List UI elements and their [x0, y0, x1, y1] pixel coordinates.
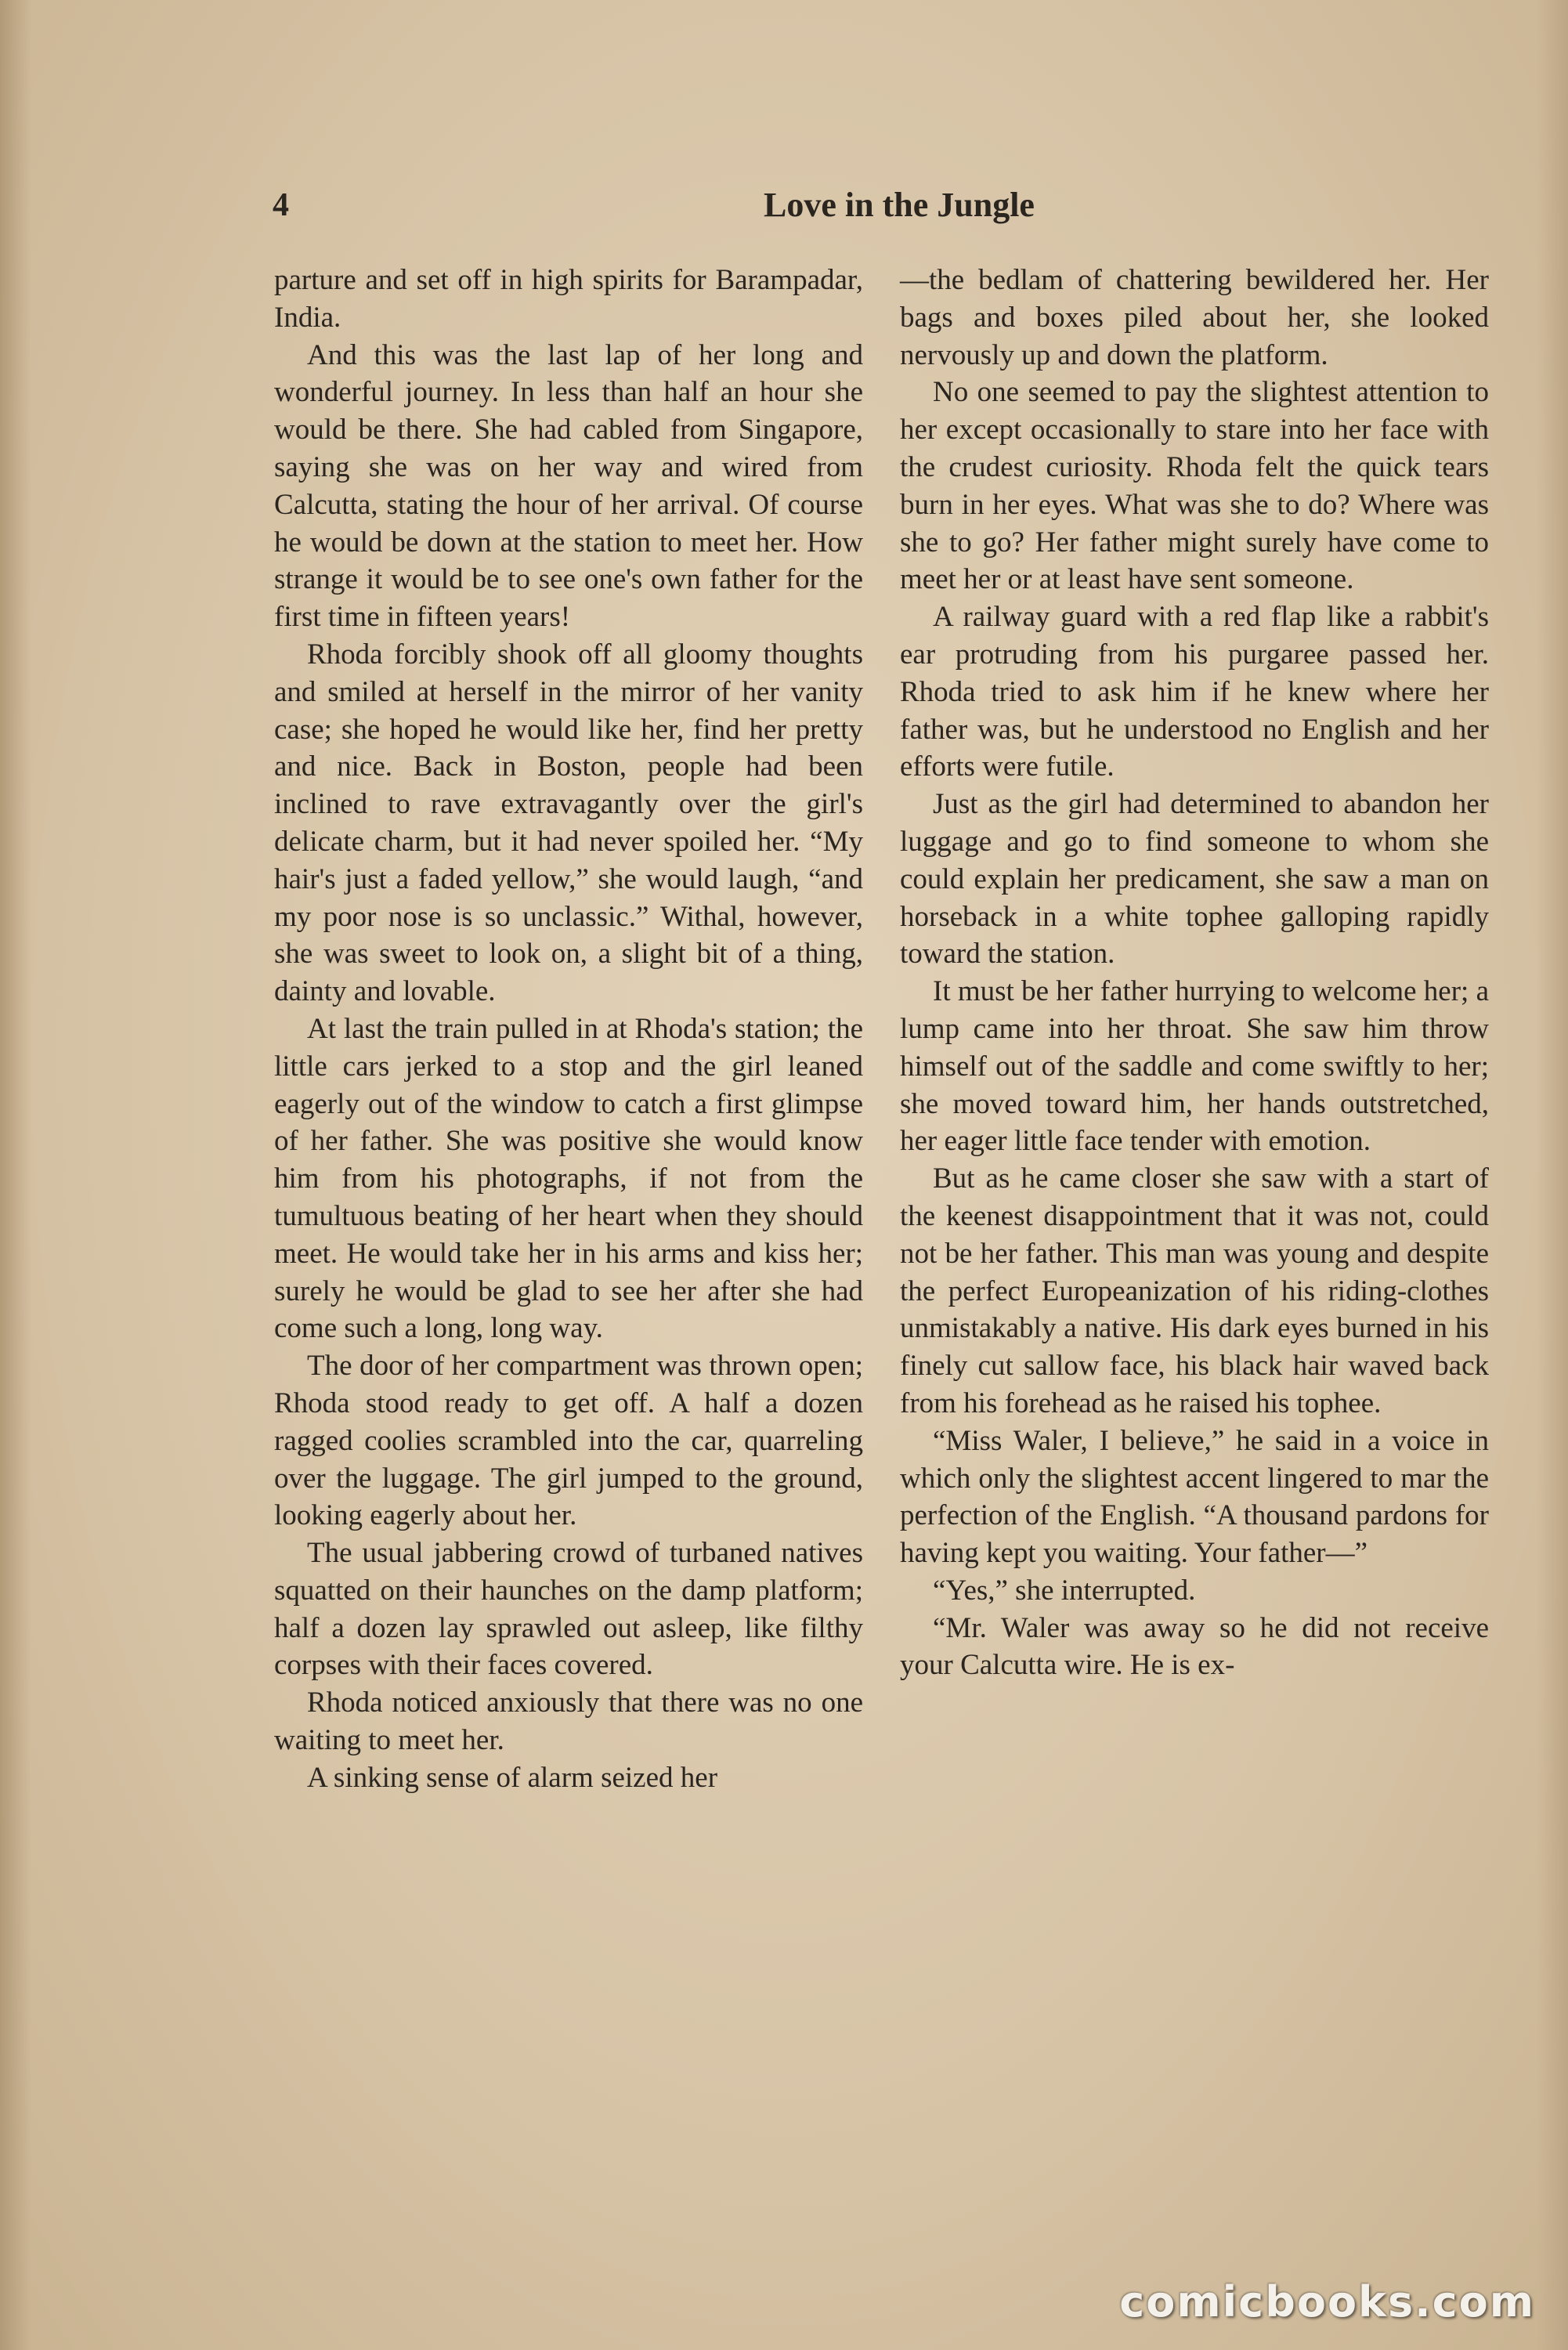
- running-header: [273, 182, 1494, 229]
- paragraph: “Mr. Waler was away so he did not receive your Calcutta wire. He is ex-: [900, 1611, 1489, 1682]
- paragraph: “Miss Waler, I believe,” he said in a voice in which only the slightest accent lingered to mar the perfection of the English. “A thousand pardons for having kept you waiting. Your father—”: [900, 1424, 1489, 1570]
- page-edge-shadow-right: [1537, 0, 1568, 2350]
- paragraph: Just as the girl had determined to abandon her luggage and go to find someone to whom she could explain her predicament, she saw a man on horseback in a white tophee galloping rapidly toward the station.: [900, 788, 1489, 971]
- paragraph: A railway guard with a red flap like a rabbit's ear protruding from his purgaree passed her. Rhoda tried to ask him if he knew where her father was, but he understood no English and her efforts were futile.: [900, 601, 1489, 783]
- paragraph: The door of her compartment was thrown open; Rhoda stood ready to get off. A half a dozen ragged coolies scrambled into the car, quarreling over the luggage. The girl jumped to the ground, looking eagerly about her.: [274, 1350, 863, 1532]
- paragraph: But as he came closer she saw with a start of the keenest disappointment that it was not, could not be her father. This man was young and despite the perfect Europeanization of his riding-clothes unmistakably a native. His dark eyes burned in his finely cut sallow face, his black hair waved back from his forehead as he raised his tophee.: [900, 1162, 1489, 1419]
- paragraph: Rhoda noticed anxiously that there was no one waiting to meet her.: [274, 1687, 863, 1757]
- paragraph: “Yes,” she interrupted.: [933, 1574, 1196, 1607]
- paragraph: And this was the last lap of her long and wonderful journey. In less than half an hour she would be there. She had cabled from Singapore, saying she was on her way and wired from Calcutta, stating the hour of her arrival. Of course he would be down at the station to meet her. How strange it would be to see one's own father for the first time in fifteen years!: [274, 338, 863, 634]
- paragraph: Rhoda forcibly shook off all gloomy thoughts and smiled at herself in the mirror of her vanity case; she hoped he would like her, find her pretty and nice. Back in Boston, people had been inclined to rave extravagantly over the girl's delicate charm, but it had never spoiled her. “My hair's just a faded yellow,” she would laugh, “and my poor nose is so unclassic.” Withal, however, she was sweet to look on, a slight bit of a thing, dainty and lovable.: [274, 638, 863, 1008]
- page-title: Love in the Jungle: [764, 186, 1035, 224]
- paragraph: At last the train pulled in at Rhoda's station; the little cars jerked to a stop and the girl leaned eagerly out of the window to catch a first glimpse of her father. She was positive she would know him from his photographs, if not from the tumultuous beating of her heart when they should meet. He would take her in his arms and kiss her; surely he would be glad to see her after she had come such a long, long way.: [274, 1012, 863, 1345]
- page-number: 4: [273, 187, 289, 223]
- paragraph: No one seemed to pay the slightest attention to her except occasionally to stare into her face with the crudest curiosity. Rhoda felt the quick tears burn in her eyes. What was she to do? Where was she to go? Her father might surely have come to meet her or at least have sent someone.: [900, 376, 1489, 596]
- left-text-column: [274, 262, 863, 1797]
- right-text-column: [900, 262, 1489, 1684]
- paragraph: The usual jabbering crowd of turbaned natives squatted on their haunches on the damp platform; half a dozen lay sprawled out asleep, like filthy corpses with their faces covered.: [274, 1537, 863, 1682]
- page-edge-shadow-left: [0, 0, 31, 2350]
- site-watermark: comicbooks.com: [1119, 2277, 1535, 2326]
- paragraph: —the bedlam of chattering bewildered her. Her bags and boxes piled about her, she looked nervously up and down the platform.: [900, 264, 1489, 371]
- paragraph: It must be her father hurrying to welcome her; a lump came into her throat. She saw him throw himself out of the saddle and come swiftly to her; she moved toward him, her hands outstretched, her eager little face tender with emotion.: [900, 975, 1489, 1158]
- paragraph: A sinking sense of alarm seized her: [307, 1761, 718, 1794]
- paragraph: parture and set off in high spirits for Barampadar, India.: [274, 264, 863, 334]
